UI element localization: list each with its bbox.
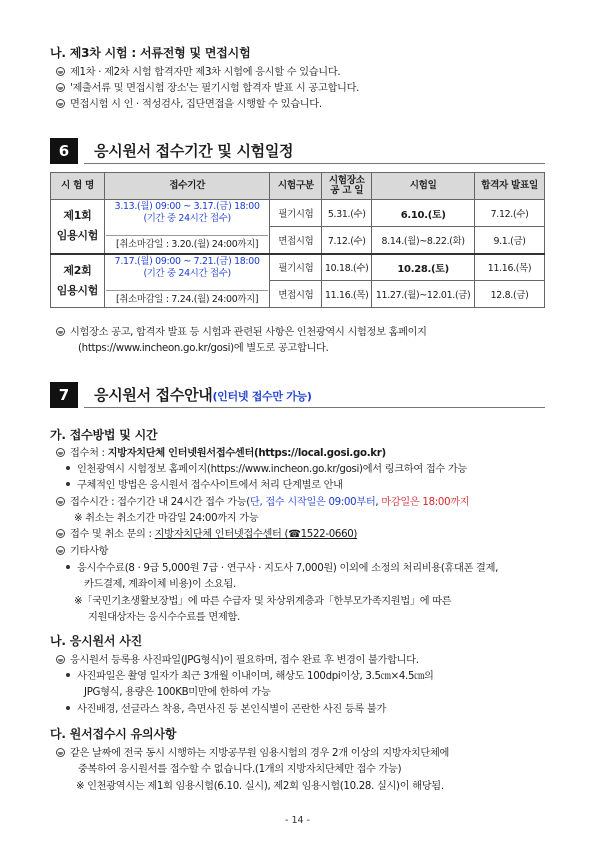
circle-bullet-icon — [56, 67, 65, 76]
dot-bullet-icon — [66, 706, 70, 710]
heading-caution: 다. 원서접수시 유의사항 — [50, 727, 177, 741]
header-period: 접수기간 — [104, 173, 270, 200]
bullet-item: 접수 및 취소 문의 : 지방자치단체 인터넷접수센터 (☎1522-0660) — [56, 528, 357, 542]
cell-type: 면접시험 — [270, 227, 322, 254]
heading-method: 가. 접수방법 및 시간 — [50, 428, 158, 442]
caution-note: ※ 인천광역시는 제1회 임용시험(6.10. 실시), 제2회 임용시험(10.28. 실시)이 해당됨. — [76, 781, 444, 792]
circle-bullet-icon — [56, 327, 65, 336]
section-title: 응시원서 접수안내(인터넷 접수만 가능) — [94, 386, 312, 404]
dot-item-cont: JPG형식, 용량은 100KB미만에 한하여 가능 — [84, 687, 271, 698]
bullet-text: '제출서류 및 면접시험 장소'는 필기시험 합격자 발표 시 공고합니다. — [70, 83, 360, 94]
bullet-item — [56, 66, 340, 80]
dot-item: 사진배경, 선글라스 착용, 측면사진 등 본인식별이 곤란한 사진 등록 불가 — [66, 703, 386, 717]
circle-bullet-icon — [56, 83, 65, 92]
bullet-item: 응시원서 등록용 사진파일(JPG형식)이 필요하며, 접수 완료 후 변경이 불가합니다. — [56, 654, 419, 668]
bullet-item: 접수처 : 지방자치단체 인터넷원서접수센터(https://local.gosi.go.kr) — [56, 447, 386, 461]
period-note: (기간 중 24시간 접수) — [143, 213, 231, 225]
section-title: 응시원서 접수기간 및 시험일정 — [94, 142, 294, 160]
period-note: (기간 중 24시간 접수) — [143, 267, 231, 279]
cancel-note: ※ 취소는 취소기간 마감일 24:00까지 가능 — [74, 513, 259, 524]
divider — [84, 163, 545, 164]
cell-date: 6.10.(토) — [372, 200, 475, 227]
bullet-text: 면접시험 시 인 · 적성검사, 집단면접을 시행할 수 있습니다. — [70, 99, 322, 110]
bullet-item-cont: 중복하여 응시원서를 접수할 수 없습니다.(1개의 지방자치단체만 접수 가능) — [78, 764, 402, 775]
header-notice: 시험장소 공 고 일 — [322, 173, 372, 200]
divider — [84, 407, 545, 408]
dot-bullet-icon — [66, 673, 70, 677]
dot-bullet-icon — [66, 565, 70, 569]
cell-result: 9.1.(금) — [475, 227, 545, 254]
bullet-item — [56, 82, 359, 96]
circle-bullet-icon — [56, 748, 65, 757]
cell-notice: 7.12.(수) — [322, 227, 372, 254]
dot-item: 사진파일은 촬영 일자가 최근 3개월 이내이며, 해상도 100dpi이상, 3.5㎝×4.5㎝의 — [66, 670, 434, 684]
dot-item: 응시수수료(8 · 9급 5,000원 7급 · 연구사 · 지도사 7,000원) 이외에 소정의 처리비용(휴대폰 결제, — [66, 562, 498, 576]
dot-bullet-icon — [66, 482, 70, 486]
period-range: 7.17.(월) 09:00 ~ 7.21.(금) 18:00 — [114, 255, 260, 267]
round-name: 제2회 임용시험 — [51, 254, 105, 308]
cell-notice: 10.18.(수) — [322, 254, 372, 281]
section-number: 7 — [50, 382, 78, 408]
heading-third-exam: 나. 제3차 시험 : 서류전형 및 면접시험 — [50, 46, 251, 60]
circle-bullet-icon — [56, 529, 65, 538]
header-result: 합격자 발표일 — [475, 173, 545, 200]
page-number: - 14 - — [285, 815, 310, 826]
schedule-note-cont: (https://www.incheon.go.kr/gosi)에 별도로 공고합니다. — [78, 343, 329, 354]
bullet-text: 제1차 · 제2차 시험 합격자만 제3차 시험에 응시할 수 있습니다. — [70, 67, 341, 78]
table-row — [51, 254, 545, 281]
cell-type: 면접시험 — [270, 281, 322, 308]
cell-result: 7.12.(수) — [475, 200, 545, 227]
circle-bullet-icon — [56, 497, 65, 506]
cancel-deadline: [취소마감일 : 7.24.(월) 24:00까지] — [106, 290, 269, 306]
dot-item: 구체적인 방법은 응시원서 접수사이트에서 처리 단계별로 안내 — [66, 479, 343, 493]
exempt-note: ※「국민기초생활보장법」에 따른 수급자 및 차상위계층과「한부모가족지원법」에 따른 — [74, 596, 452, 607]
cell-date: 11.27.(월)~12.01.(금) — [372, 281, 475, 308]
section-6-header — [50, 138, 545, 164]
cell-notice: 11.16.(목) — [322, 281, 372, 308]
schedule-table — [50, 172, 545, 308]
circle-bullet-icon — [56, 99, 65, 108]
cell-type: 필기시험 — [270, 254, 322, 281]
inquiry-contact: 지방자치단체 인터넷접수센터 (☎1522-0660) — [154, 529, 358, 540]
section-number: 6 — [50, 138, 78, 164]
bullet-item — [56, 98, 322, 112]
bullet-item: 같은 날짜에 전국 동시 시행하는 지방공무원 임용시험의 경우 2개 이상의 지방자치단체에 — [56, 747, 449, 761]
schedule-note: 시험장소 공고, 합격자 발표 등 시험과 관련된 사항은 인천광역시 시험정보 홈페이지 — [56, 326, 427, 340]
circle-bullet-icon — [56, 655, 65, 664]
dot-item-cont: 카드결제, 계좌이체 비용)이 소요됨. — [84, 579, 236, 590]
header-type: 시험구분 — [270, 173, 322, 200]
table-row — [51, 200, 545, 227]
dot-bullet-icon — [66, 466, 70, 470]
table-header-row — [51, 173, 545, 200]
cell-result: 12.8.(금) — [475, 281, 545, 308]
period-range: 3.13.(월) 09:00 ~ 3.17.(금) 18:00 — [114, 201, 260, 213]
round-period — [104, 200, 270, 254]
cell-type: 필기시험 — [270, 200, 322, 227]
heading-photo: 나. 응시원서 사진 — [50, 634, 143, 648]
reception-site: 지방자치단체 인터넷원서접수센터(https://local.gosi.go.kr) — [107, 448, 386, 459]
section-title-suffix: (인터넷 접수만 가능) — [212, 390, 312, 403]
cell-result: 11.16.(목) — [475, 254, 545, 281]
dot-item: 인천광역시 시험정보 홈페이지(https://www.incheon.go.kr/gosi)에서 링크하여 접수 가능 — [66, 463, 467, 477]
round-name: 제1회 임용시험 — [51, 200, 105, 254]
exempt-note-cont: 지원대상자는 응시수수료를 면제함. — [88, 612, 240, 623]
header-date: 시험일 — [372, 173, 475, 200]
header-exam-name: 시 험 명 — [51, 173, 105, 200]
cancel-deadline: [취소마감일 : 3.20.(월) 24:00까지] — [106, 235, 269, 251]
bullet-item: 접수시간 : 접수기간 내 24시간 접수 가능(단, 접수 시작일은 09:00부터, 마감일은 18:00까지 — [56, 496, 469, 510]
circle-bullet-icon — [56, 448, 65, 457]
cell-notice: 5.31.(수) — [322, 200, 372, 227]
bullet-item: 기타사항 — [56, 545, 108, 559]
section-7-header — [50, 382, 545, 408]
cell-date: 10.28.(토) — [372, 254, 475, 281]
circle-bullet-icon — [56, 546, 65, 555]
round-period — [104, 254, 270, 308]
cell-date: 8.14.(월)~8.22.(화) — [372, 227, 475, 254]
